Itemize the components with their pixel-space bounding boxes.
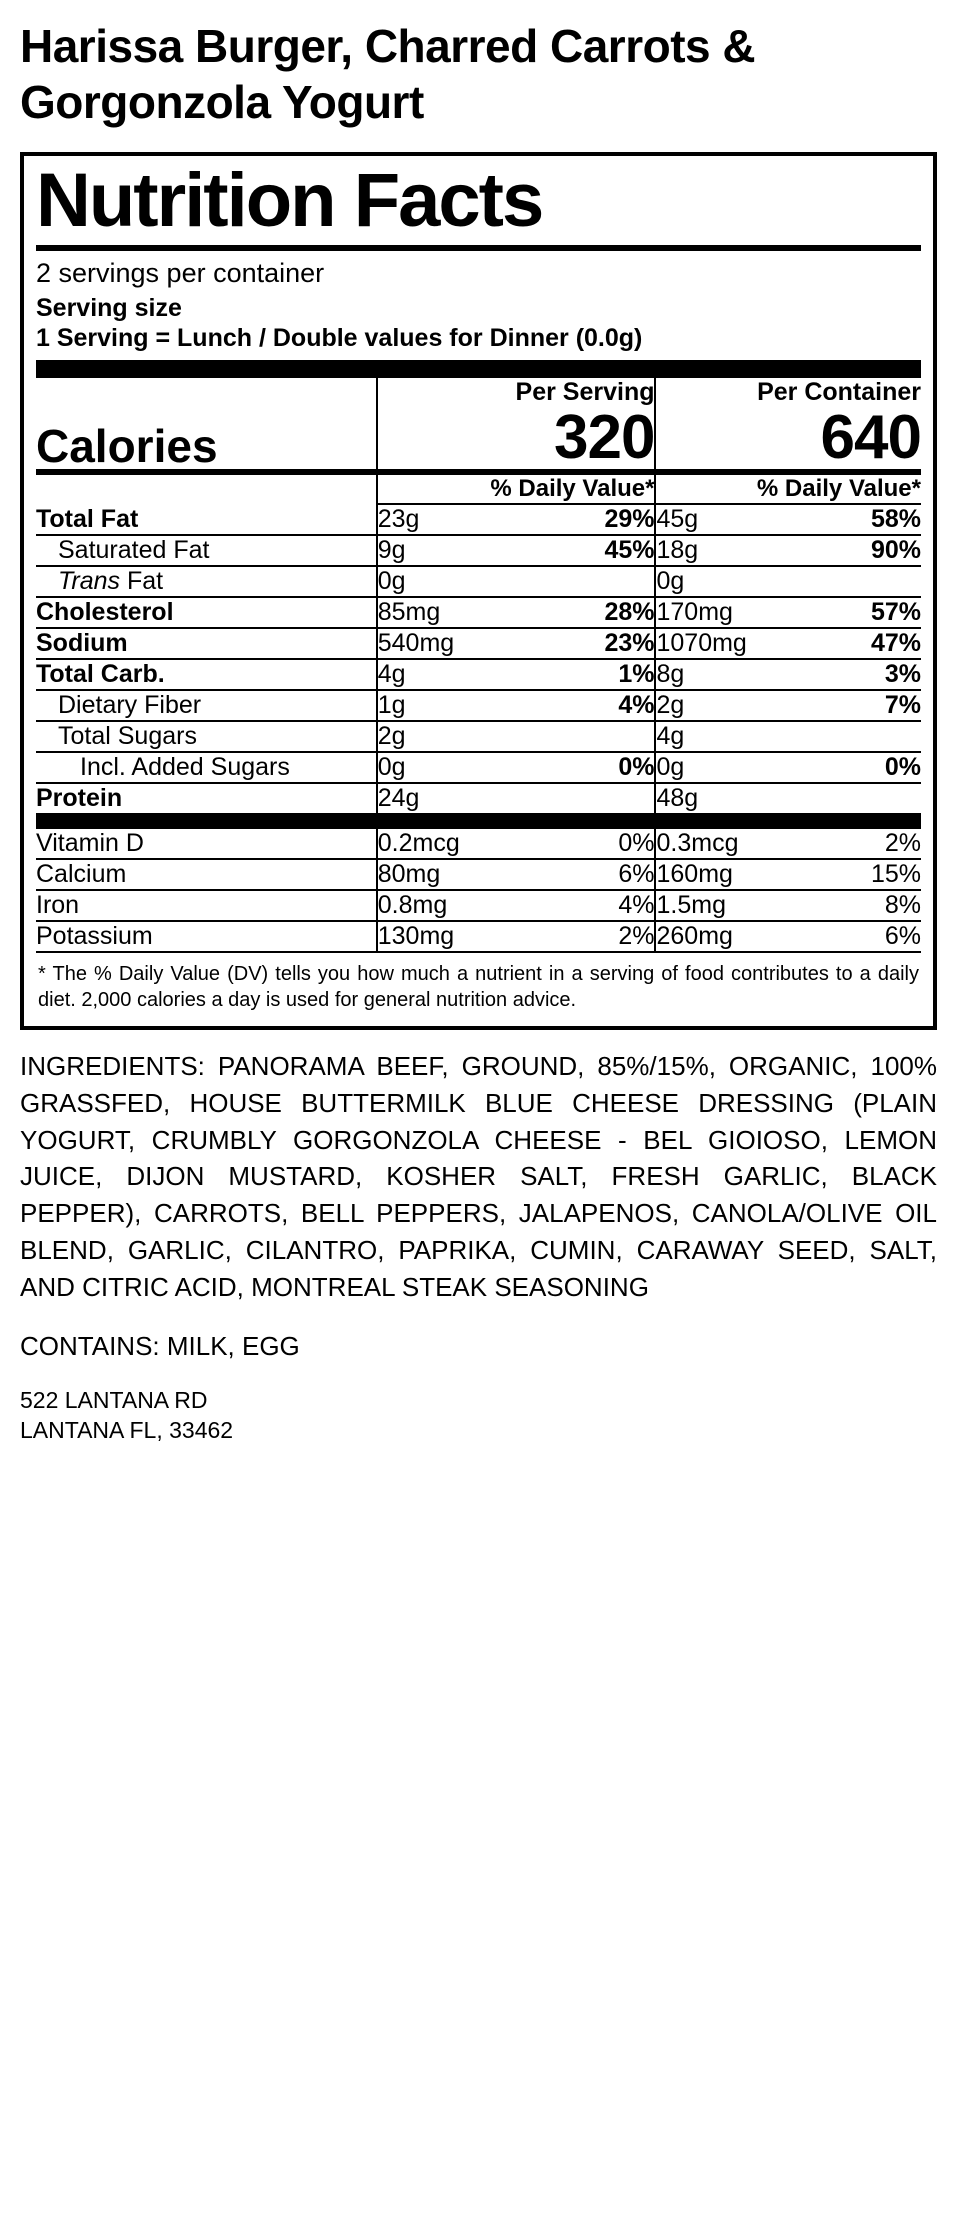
dv-per-container: 6% — [797, 921, 921, 952]
dv-per-serving: 23% — [527, 628, 655, 659]
nutrient-name: Iron — [36, 890, 377, 921]
header-spacer — [36, 378, 377, 407]
dv-per-container — [797, 566, 921, 597]
nutrient-name: Incl. Added Sugars — [36, 752, 377, 783]
dv-per-serving: 1% — [527, 659, 655, 690]
amount-per-serving: 1g — [377, 690, 527, 721]
table-row — [36, 721, 921, 752]
amount-per-container: 4g — [655, 721, 797, 752]
calories-per-serving: 320 — [377, 407, 656, 472]
nutrient-name: Total Sugars — [36, 721, 377, 752]
amount-per-serving: 540mg — [377, 628, 527, 659]
dv-header-container: % Daily Value* — [655, 472, 921, 504]
nutrition-table — [36, 378, 921, 953]
amount-per-container: 170mg — [655, 597, 797, 628]
ingredients-text: INGREDIENTS: PANORAMA BEEF, GROUND, 85%/15%, ORGANIC, 100% GRASSFED, HOUSE BUTTERMILK BLUE CHEESE DRESSING (PLAIN YOGURT, CRUMBLY GORGONZOLA CHEESE - BEL GIOIOSO, LEMON JUICE, DIJON MUSTARD, KOSHER SALT, FRESH GARLIC, BLACK PEPPER), CARROTS, BELL PEPPERS, JALAPENOS, CANOLA/OLIVE OIL BLEND, GARLIC, CILANTRO, PAPRIKA, CUMIN, CARAWAY SEED, SALT, AND CITRIC ACID, MONTREAL STEAK SEASONING — [20, 1050, 937, 1303]
dv-per-container: 47% — [797, 628, 921, 659]
dv-per-container: 57% — [797, 597, 921, 628]
serving-size-label: Serving size — [36, 294, 182, 323]
amount-per-serving: 4g — [377, 659, 527, 690]
address-block — [20, 1386, 937, 1446]
dv-per-container: 58% — [797, 504, 921, 535]
amount-per-serving: 85mg — [377, 597, 527, 628]
amount-per-serving: 9g — [377, 535, 527, 566]
amount-per-container: 48g — [655, 783, 797, 821]
table-row — [36, 690, 921, 721]
amount-per-container: 0g — [655, 752, 797, 783]
daily-value-footnote: * The % Daily Value (DV) tells you how much a nutrient in a serving of food contributes to a daily diet. 2,000 calories a day is used for general nutrition advice. — [38, 962, 919, 1012]
dv-per-serving: 4% — [527, 690, 655, 721]
amount-per-container: 1070mg — [655, 628, 797, 659]
dv-per-container: 8% — [797, 890, 921, 921]
nutrient-name: Sodium — [36, 628, 377, 659]
table-row — [36, 628, 921, 659]
table-row — [36, 859, 921, 890]
nutrient-name: Vitamin D — [36, 821, 377, 859]
header-per-container: Per Container — [655, 378, 921, 407]
dv-per-container: 0% — [797, 752, 921, 783]
amount-per-serving: 2g — [377, 721, 527, 752]
amount-per-serving: 23g — [377, 504, 527, 535]
dv-per-serving — [527, 566, 655, 597]
nutrient-name: Calcium — [36, 859, 377, 890]
dv-per-container — [797, 721, 921, 752]
nutrient-name: Cholesterol — [36, 597, 377, 628]
header-per-serving: Per Serving — [377, 378, 656, 407]
address-line-2: LANTANA FL, 33462 — [20, 1417, 234, 1444]
dv-per-container: 90% — [797, 535, 921, 566]
table-row — [36, 921, 921, 952]
amount-per-serving: 80mg — [377, 859, 527, 890]
calories-per-container: 640 — [655, 407, 921, 472]
dv-header-spacer — [36, 472, 377, 504]
table-row — [36, 890, 921, 921]
amount-per-container: 260mg — [655, 921, 797, 952]
amount-per-serving: 0.8mg — [377, 890, 527, 921]
nutrient-name: Trans Fat — [36, 566, 377, 597]
table-row — [36, 535, 921, 566]
dv-per-serving: 4% — [527, 890, 655, 921]
amount-per-container: 18g — [655, 535, 797, 566]
nutrient-name: Protein — [36, 783, 377, 821]
dv-per-container: 7% — [797, 690, 921, 721]
nutrient-name: Total Fat — [36, 504, 377, 535]
amount-per-container: 0.3mcg — [655, 821, 797, 859]
dv-per-container: 2% — [797, 821, 921, 859]
dv-per-serving: 0% — [527, 821, 655, 859]
table-row — [36, 504, 921, 535]
dv-per-container: 3% — [797, 659, 921, 690]
dv-per-serving: 2% — [527, 921, 655, 952]
amount-per-container: 2g — [655, 690, 797, 721]
table-row — [36, 752, 921, 783]
dv-per-serving: 6% — [527, 859, 655, 890]
dv-per-serving — [527, 783, 655, 821]
table-row — [36, 659, 921, 690]
amount-per-serving: 0g — [377, 566, 527, 597]
nutrient-name: Saturated Fat — [36, 535, 377, 566]
amount-per-serving: 130mg — [377, 921, 527, 952]
table-header-row — [36, 378, 921, 407]
amount-per-container: 1.5mg — [655, 890, 797, 921]
table-row — [36, 566, 921, 597]
dv-header-serving: % Daily Value* — [377, 472, 656, 504]
contains-allergens: CONTAINS: MILK, EGG — [20, 1331, 300, 1362]
amount-per-serving: 24g — [377, 783, 527, 821]
trans-italic: Trans — [58, 566, 121, 595]
nutrient-name: Dietary Fiber — [36, 690, 377, 721]
calories-label: Calories — [36, 407, 377, 472]
daily-value-header-row — [36, 472, 921, 504]
amount-per-serving: 0.2mcg — [377, 821, 527, 859]
amount-per-container: 0g — [655, 566, 797, 597]
divider-thick-top — [36, 360, 921, 378]
amount-per-serving: 0g — [377, 752, 527, 783]
table-row — [36, 821, 921, 859]
dv-per-container: 15% — [797, 859, 921, 890]
table-row — [36, 783, 921, 821]
amount-per-container: 8g — [655, 659, 797, 690]
calories-row — [36, 407, 921, 472]
amount-per-container: 160mg — [655, 859, 797, 890]
nutrition-facts-heading: Nutrition Facts — [36, 158, 543, 244]
address-line-1: 522 LANTANA RD — [20, 1387, 208, 1414]
dv-per-serving: 28% — [527, 597, 655, 628]
table-row — [36, 597, 921, 628]
nutrient-name: Potassium — [36, 921, 377, 952]
dv-per-serving — [527, 721, 655, 752]
serving-size-value: 1 Serving = Lunch / Double values for Dinner (0.0g) — [36, 324, 643, 353]
dv-per-serving: 0% — [527, 752, 655, 783]
nutrient-name: Total Carb. — [36, 659, 377, 690]
dv-per-serving: 29% — [527, 504, 655, 535]
dv-per-serving: 45% — [527, 535, 655, 566]
page-title: Harissa Burger, Charred Carrots & Gorgonzola Yogurt — [20, 20, 756, 129]
nutrition-facts-panel — [20, 152, 937, 1030]
dv-per-container — [797, 783, 921, 821]
amount-per-container: 45g — [655, 504, 797, 535]
servings-per-container: 2 servings per container — [36, 257, 325, 288]
